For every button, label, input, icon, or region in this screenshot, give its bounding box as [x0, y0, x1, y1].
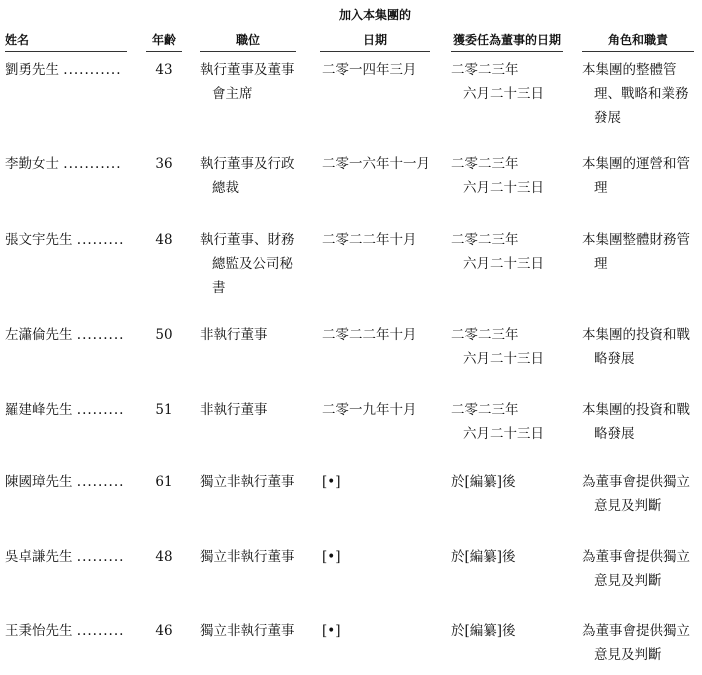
appointment-date: 二零二三年 六月二十三日: [451, 62, 544, 102]
header-name: 姓名: [5, 31, 127, 52]
header-role: 角色和職責: [582, 31, 694, 52]
director-role: 本集團的投資和戰 略發展: [582, 402, 690, 442]
join-date: 二零一九年十月: [322, 402, 417, 418]
director-role: 本集團的運營和管 理: [582, 156, 690, 196]
director-age: 61: [155, 474, 173, 490]
appointment-date: 於[編纂]後: [451, 623, 516, 639]
director-role: 為董事會提供獨立 意見及判斷: [582, 623, 690, 663]
header-position: 職位: [200, 31, 296, 52]
join-date: [•]: [322, 549, 341, 565]
director-position: 執行董事及行政 總裁: [200, 156, 295, 196]
director-position: 獨立非執行董事: [200, 474, 295, 490]
appointment-date: 二零二三年 六月二十三日: [451, 232, 544, 272]
director-role: 本集團整體財務管 理: [582, 232, 690, 272]
director-name: 李勤女士 ...........: [5, 156, 122, 172]
join-date: [•]: [322, 623, 341, 639]
director-age: 43: [155, 62, 173, 78]
header-appointment-date: 獲委任為董事的日期: [451, 31, 563, 52]
join-date: [•]: [322, 474, 341, 490]
join-date: 二零二二年十月: [322, 327, 417, 343]
director-age: 48: [155, 549, 173, 565]
director-name: 羅建峰先生 .........: [5, 402, 125, 418]
director-age: 46: [155, 623, 173, 639]
director-name: 吳卓謙先生 .........: [5, 549, 125, 565]
header-date: 日期: [320, 31, 430, 52]
director-position: 執行董事、財務 總監及公司秘 書: [200, 232, 295, 296]
join-date: 二零二二年十月: [322, 232, 417, 248]
join-group-header: 加入本集團的: [338, 8, 411, 22]
appointment-date: 二零二三年 六月二十三日: [451, 327, 544, 367]
director-position: 非執行董事: [200, 327, 268, 343]
director-role: 為董事會提供獨立 意見及判斷: [582, 474, 690, 514]
director-age: 36: [155, 156, 173, 172]
director-role: 本集團的投資和戰 略發展: [582, 327, 690, 367]
director-age: 51: [155, 402, 173, 418]
appointment-date: 於[編纂]後: [451, 549, 516, 565]
director-position: 非執行董事: [200, 402, 268, 418]
director-name: 陳國璋先生 .........: [5, 474, 125, 490]
header-age: 年齡: [146, 31, 182, 52]
director-age: 50: [155, 327, 173, 343]
appointment-date: 二零二三年 六月二十三日: [451, 156, 544, 196]
director-name: 左瀟倫先生 .........: [5, 327, 125, 343]
join-date: 二零一四年三月: [322, 62, 417, 78]
director-position: 獨立非執行董事: [200, 623, 295, 639]
director-name: 王秉怡先生 .........: [5, 623, 125, 639]
table-header: [0, 31, 702, 51]
join-date: 二零一六年十一月: [322, 156, 430, 172]
director-position: 獨立非執行董事: [200, 549, 295, 565]
director-name: 劉勇先生 ...........: [5, 62, 122, 78]
director-position: 執行董事及董事 會主席: [200, 62, 295, 102]
appointment-date: 於[編纂]後: [451, 474, 516, 490]
director-age: 48: [155, 232, 173, 248]
director-role: 為董事會提供獨立 意見及判斷: [582, 549, 690, 589]
director-name: 張文宇先生 .........: [5, 232, 125, 248]
appointment-date: 二零二三年 六月二十三日: [451, 402, 544, 442]
director-role: 本集團的整體管 理、戰略和業務 發展: [582, 62, 689, 126]
